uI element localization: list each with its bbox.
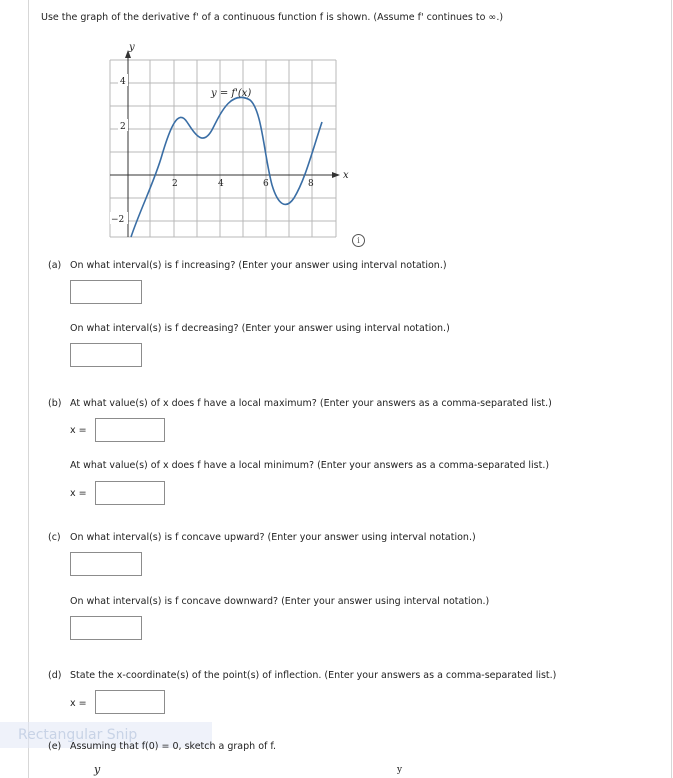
x-axis-label: x <box>343 170 349 181</box>
x-equals-label-inflection: x = <box>70 698 87 709</box>
graph-grid <box>110 60 336 237</box>
y-tick-neg2: −2 <box>111 215 125 225</box>
y-tick-4: 4 <box>120 77 126 87</box>
y-axis-label: y <box>129 42 135 53</box>
part-e-question: Assuming that f(0) = 0, sketch a graph of f. <box>70 741 277 752</box>
derivative-graph <box>100 40 360 245</box>
part-c-label: (c) <box>48 532 61 543</box>
sketch-right-y-label: y <box>397 765 403 775</box>
x-tick-8: 8 <box>308 179 314 189</box>
part-a-increasing-question: On what interval(s) is f increasing? (Enter your answer using interval notation.) <box>70 260 447 271</box>
info-icon[interactable]: i <box>352 234 365 247</box>
rectangular-snip-overlay: Rectangular Snip <box>0 722 212 748</box>
part-a-decreasing-question: On what interval(s) is f decreasing? (Enter your answer using interval notation.) <box>70 323 450 334</box>
part-b-max-question: At what value(s) of x does f have a local maximum? (Enter your answers as a comma-separated list.) <box>70 398 552 409</box>
local-min-input[interactable] <box>95 481 165 505</box>
local-max-input[interactable] <box>95 418 165 442</box>
part-c-up-question: On what interval(s) is f concave upward? (Enter your answer using interval notation.) <box>70 532 476 543</box>
x-tick-6: 6 <box>263 179 269 189</box>
y-tick-2: 2 <box>120 122 126 132</box>
concave-up-input[interactable] <box>70 552 142 576</box>
part-d-label: (d) <box>48 670 62 681</box>
part-b-min-question: At what value(s) of x does f have a local minimum? (Enter your answers as a comma-separated list.) <box>70 460 550 471</box>
sketch-left-y-label: y <box>94 763 101 776</box>
problem-prompt: Use the graph of the derivative f' of a continuous function f is shown. (Assume f' continues to ∞.) <box>41 12 504 23</box>
curve-label: y = f'(x) <box>211 88 252 99</box>
x-tick-2: 2 <box>172 179 178 189</box>
concave-down-input[interactable] <box>70 616 142 640</box>
x-tick-4: 4 <box>218 179 224 189</box>
x-equals-label-max: x = <box>70 425 87 436</box>
decreasing-interval-input[interactable] <box>70 343 142 367</box>
part-c-down-question: On what interval(s) is f concave downward? (Enter your answer using interval notation.) <box>70 596 490 607</box>
increasing-interval-input[interactable] <box>70 280 142 304</box>
part-e-label: (e) <box>48 741 62 752</box>
x-equals-label-min: x = <box>70 488 87 499</box>
part-d-question: State the x-coordinate(s) of the point(s) of inflection. (Enter your answers as a comma-separated list.) <box>70 670 557 681</box>
derivative-curve <box>131 97 322 237</box>
part-a-label: (a) <box>48 260 62 271</box>
inflection-input[interactable] <box>95 690 165 714</box>
part-b-label: (b) <box>48 398 62 409</box>
